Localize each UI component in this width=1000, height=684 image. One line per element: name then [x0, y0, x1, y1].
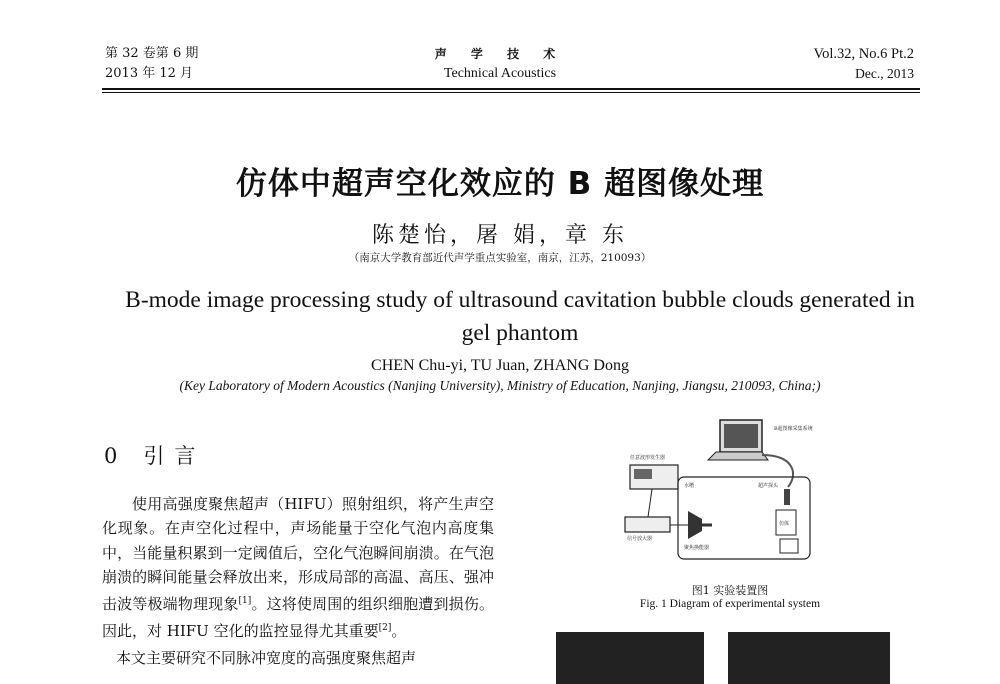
label-signal-generator: 任意波形发生器	[630, 455, 666, 461]
section-number: 0	[104, 444, 118, 468]
label-phantom: 仿体	[779, 521, 790, 527]
b-mode-image-1	[556, 632, 704, 684]
header-rule-bottom	[102, 92, 920, 93]
journal-name-en: Technical Acoustics	[443, 66, 557, 81]
affiliation-en: (Key Laboratory of Modern Acoustics (Nanjing University), Ministry of Education, Nanjing, Jiangsu, 210093, China;)	[179, 378, 821, 393]
label-probe: 超声探头	[758, 483, 779, 489]
probe-icon	[784, 489, 790, 505]
label-amplifier: 信号放大器	[627, 536, 653, 542]
label-tank: 水槽	[684, 483, 695, 489]
header-rule-top	[102, 88, 920, 90]
signal-generator-icon	[630, 465, 678, 489]
authors-en: CHEN Chu-yi, TU Juan, ZHANG Dong	[371, 357, 629, 374]
affiliation-cn: （南京大学教育部近代声学重点实验室，南京，江苏，210093）	[348, 252, 652, 264]
body-text	[102, 492, 494, 670]
experimental-system-diagram	[580, 415, 880, 585]
label-b-mode: B超图像采集系统	[774, 426, 813, 432]
paragraph-2: 本文主要研究不同脉冲宽度的高强度聚焦超声	[116, 648, 417, 667]
volume-en: Vol.32, No.6 Pt.2	[813, 46, 914, 62]
paper-title-cn: 仿体中超声空化效应的 B 超图像处理	[235, 166, 765, 202]
laptop-icon	[708, 420, 768, 460]
figure-caption-en: Fig. 1 Diagram of experimental system	[639, 598, 821, 610]
citation-1: [1]	[238, 596, 252, 607]
paper-title-en: B-mode image processing study of ultrasound cavitation bubble clouds generated in gel phantom	[125, 287, 915, 346]
citation-2: [2]	[378, 623, 392, 634]
date-en: Dec., 2013	[855, 66, 914, 81]
paragraph-1	[102, 492, 494, 644]
amplifier-icon	[625, 517, 670, 532]
connector-line	[648, 489, 652, 517]
paragraph-1-text-b: 。这将使周围的组织细胞遭到损伤。因此，对 HIFU 空化的监控显得尤其重要	[102, 595, 494, 641]
section-heading	[104, 440, 205, 470]
label-transducer: 聚焦换能器	[684, 545, 710, 551]
journal-volume-en	[814, 44, 914, 84]
b-mode-image-2	[728, 632, 890, 684]
section-title: 引言	[143, 444, 206, 468]
figure-caption-cn: 图1 实验装置图	[691, 584, 769, 597]
holder-icon	[780, 539, 798, 553]
authors-cn: 陈楚怡，屠 娟，章 东	[372, 223, 628, 248]
paragraph-1-text-a: 使用高强度聚焦超声（HIFU）照射组织，将产生声空化现象。在声空化过程中，声场能量于空化气泡内高度集中，当能量积累到一定阈值后，空化气泡瞬间崩溃。在气泡崩溃的瞬间能量会释放出来，形成局部的高温、高压、强冲击波等极端物理现象	[102, 495, 494, 614]
journal-name-cn: 声 学 技 术	[434, 47, 566, 61]
date-cn: 2013 年 12 月	[105, 66, 194, 81]
paragraph-1-text-c: 。	[391, 622, 407, 641]
transducer-icon	[688, 511, 712, 539]
volume-cn: 第 32 卷第 6 期	[105, 46, 199, 61]
